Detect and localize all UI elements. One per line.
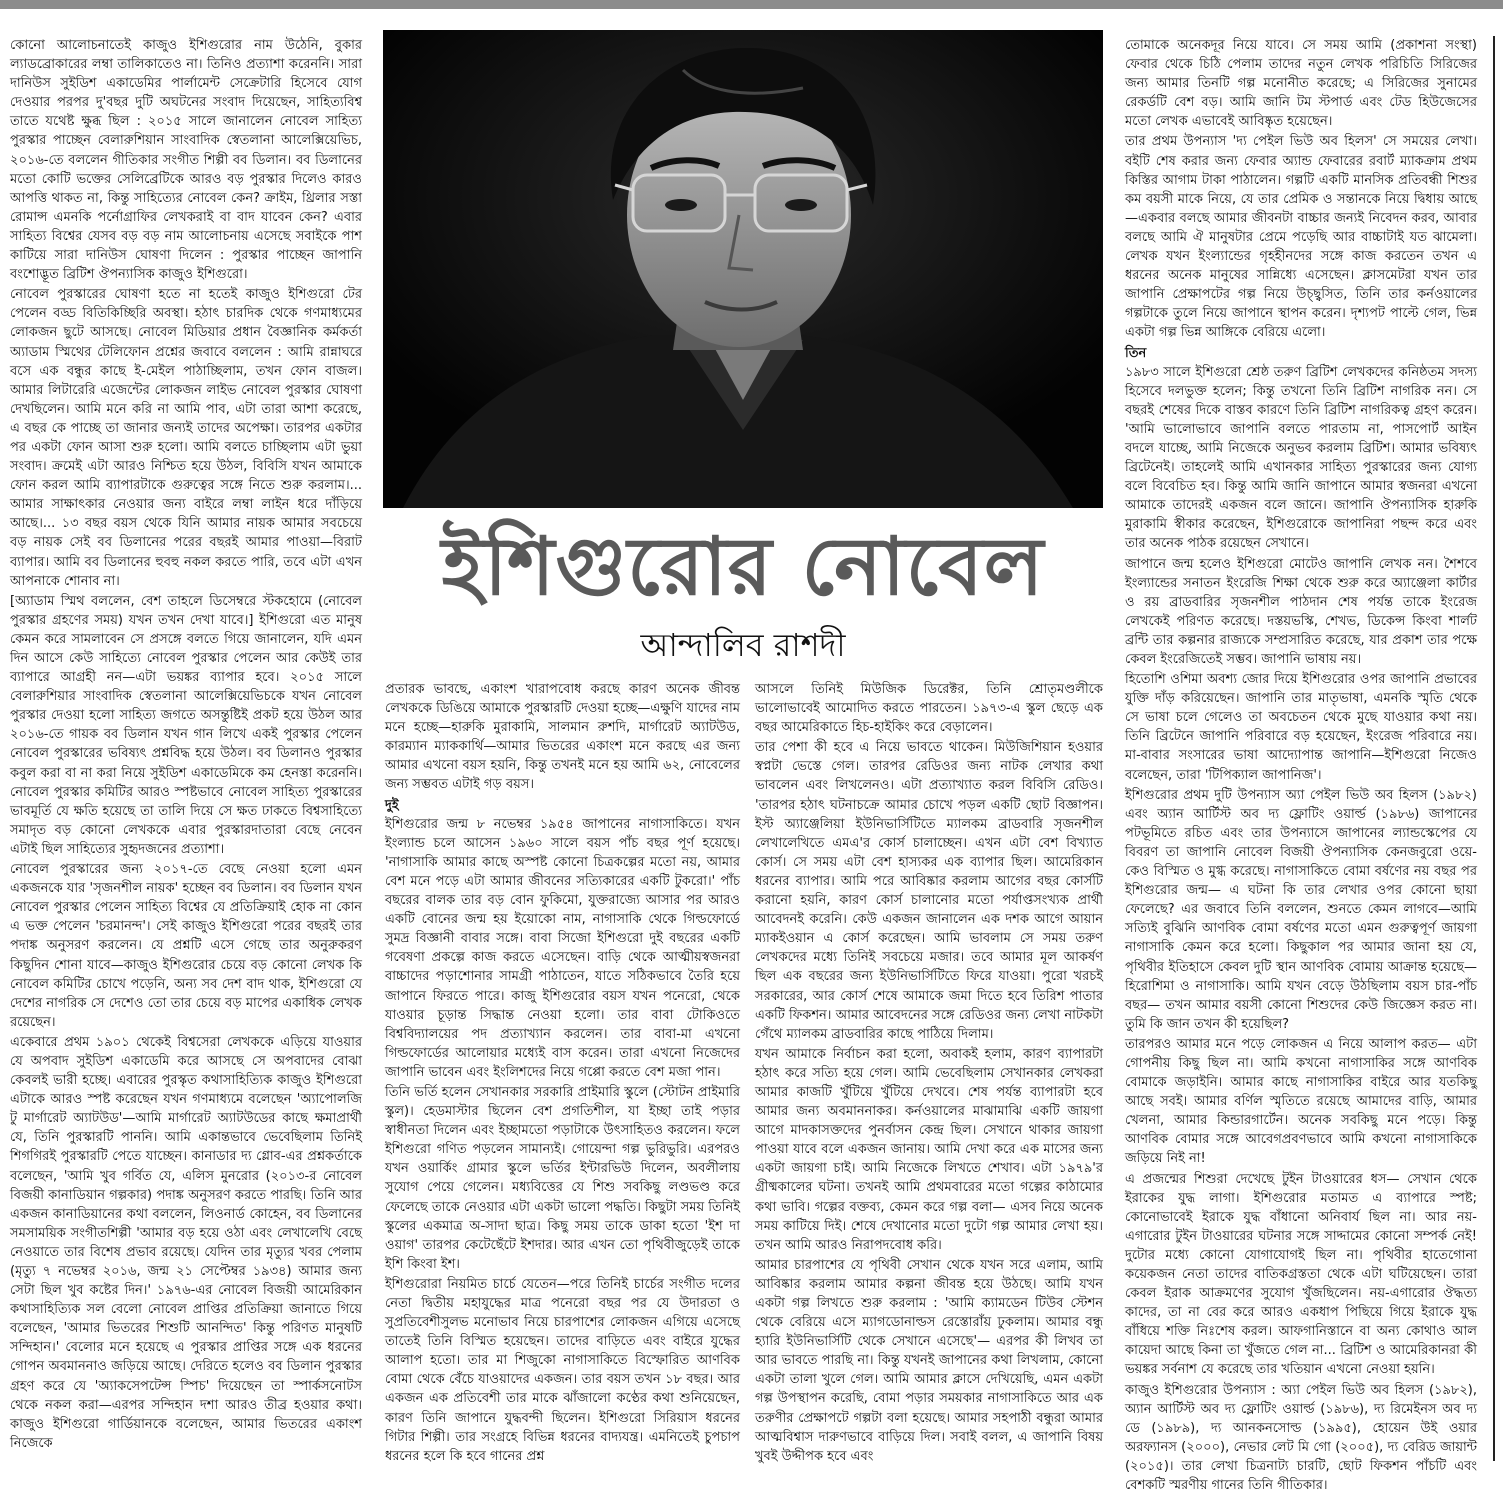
article-paragraph: ইশিগুরোর প্রথম দুটি উপন্যাস অ্যা পেইল ভিউ অব হিলস (১৯৮২) এবং অ্যান আর্টিস্ট অব দ্য ফ্লোটিং ওয়ার্ল্ড (১৯৮৬) জাপানের পটভূমিতে রচিত এবং তার উপন্যাসে জাপানের ল্যান্ডস্কেপের যে বিবরণ তা জাপানি নোবেল বিজয়ী ঔপন্যাসিক কেনজবুরো ওয়ে-কেও বিস্মিত ও মুগ্ধ করেছে। নাগাসাকিতে বোমা বর্ষণের নয় বছর পর ইশিগুরোর জন্ম— এ ঘটনা কি তার লেখার ওপর কোনো ছায়া ফেলেছে? এর জবাবে তিনি বললেন, শুনতে কেমন লাগবে—আমি সত্যিই বুঝিনি আণবিক বোমা বর্ষণের মতো এমন গুরুত্বপূর্ণ জায়গা নাগাসাকি কেমন করে হলো। কিছুকাল পর আমার জানা হয় যে, পৃথিবীর ইতিহাসে কেবল দুটি স্থান আণবিক বোমায় আক্রান্ত হয়েছে—হিরোশিমা ও নাগাসাকি। আমি যখন বেড়ে উঠছিলাম বয়স চার-পাঁচ বছর— তখন আমার বয়সী কোনো শিশুদের কেউ জিজ্ঞেস করত না। তুমি কি জান তখন কী হয়েছিল? <box>1125 787 1477 1032</box>
article-paragraph: নোবেল পুরস্কারের ঘোষণা হতে না হতেই কাজুও ইশিগুরো টের পেলেন বড্ড বিতিকিচ্ছিরি অবস্থা। হঠাৎ চারদিক থেকে গণমাধ্যমের লোকজন ছুটে আসছে। নোবেল মিডিয়ার প্রধান বৈজ্ঞানিক কর্মকর্তা অ্যাডাম স্মিথের টেলিফোন প্রশ্নের জবাবে বললেন : আমি রান্নাঘরে বসে এক বন্ধুর কাছে ই-মেইল পাঠাচ্ছিলাম, তখন ফোন বাজল। আমার লিটারেরি এজেন্টের লোকজন লাইভ নোবেল পুরস্কার ঘোষণা দেখছিলেন। আমি মনে করি না আমি পাব, এটা তারা আশা করেছে, এ বছর কে পাচ্ছে তা জানার জন্যই তাদের অপেক্ষা। তারপর একটার পর একটা ফোন আসা শুরু হলো। আমি বলতে চাচ্ছিলাম এটা ভুয়া সংবাদ। ক্রমেই এটা আরও নিশ্চিত হয়ে উঠল, বিবিসি যখন আমাকে ফোন করল আমি ব্যাপারটাকে গুরুত্বের সঙ্গে নিতে শুরু করলাম।... আমার সাক্ষাৎকার নেওয়ার জন্য বাইরে লম্বা লাইন ধরে দাঁড়িয়ে আছে।... ১৩ বছর বয়স থেকে যিনি আমার নায়ক আমার সবচেয়ে বড় নায়ক সেই বব ডিলানের পরের বছরই আমার পাওয়া—বিরাট ব্যাপার। আমি বব ডিলানের হুবহু নকল করতে পারি, তবে এটা এখন আপনাকে শোনাব না। <box>10 287 362 589</box>
article-paragraph: আসলে তিনিই মিউজিক ডিরেক্টর, তিনি শ্রোতৃমণ্ডলীকে ভালোভাবেই আমোদিত করতে পারতেন। ১৯৭৩-এ স্কুল ছেড়ে এক বছর আমেরিকাতে হিচ-হাইকিং করে বেড়ালেন। <box>755 682 1103 736</box>
article-paragraph: জাপানে জন্ম হলেও ইশিগুরো মোটেও জাপানি লেখক নন। শৈশবে ইংল্যান্ডের সনাতন ইংরেজি শিক্ষা থেকে শুরু করে অ্যাঞ্জেলা কার্টার ও রয় ব্রাডবারির সৃজনশীল পাঠদান শেষ পর্যন্ত তাকে ইংরেজ লেখকেই পরিণত করেছে। দস্তয়ভস্কি, শেখভ, ডিকেন্স কিংবা শার্লট ব্রন্টি তার কল্পনার রাজ্যকে সম্প্রসারিত করেছে, যার প্রকাশ তার পক্ষে কেবল ইংরেজিতেই সম্ভব। জাপানি ভাষায় নয়। <box>1125 556 1477 667</box>
section-heading: দুই <box>385 797 399 813</box>
article-paragraph: হিতোশি ওশিমা অবশ্য জোর দিয়ে ইশিগুরোর ওপর জাপানি প্রভাবের যুক্তি দাঁড় করিয়েছেন। জাপানি তার মাতৃভাষা, এমনকি স্মৃতি থেকে সে ভাষা চলে গেলেও তা অবচেতন থেকে মুছে যাওয়ার কথা নয়। তিনি ব্রিটেনে জাপানি পরিবারে বড় হয়েছেন, ইংরেজ পরিবারে নয়। মা-বাবার সংসারের ভাষা আদ্যোপান্ত জাপানি—ইশিগুরো নিজেও বলেছেন, তারা 'টিপিক্যাল জাপানিজ'। <box>1125 672 1477 783</box>
article-paragraph: তারপরও আমার মনে পড়ে লোকজন এ নিয়ে আলাপ করত— এটা গোপনীয় কিছু ছিল না। আমি কখনো নাগাসাকির সঙ্গে আণবিক বোমাকে জড়াইনি। আমার কাছে নাগাসাকির বাইরে আর যতকিছু আছে সবই। আমার বর্ণিল স্মৃতিতে রয়েছে আমাদের বাড়ি, আমার খেলনা, আমার কিন্ডারগার্টেন। অনেক সবকিছু মনে পড়ে। কিন্তু আণবিক বোমার সঙ্গে আবেগপ্রবণভাবে আমি কখনো নাগাসাকিকে জড়িয়ে নিই না! <box>1125 1036 1477 1167</box>
article-paragraph: ১৯৮৩ সালে ইশিগুরো শ্রেষ্ঠ তরুণ ব্রিটিশ লেখকদের কনিষ্ঠতম সদস্য হিসেবে দলভুক্ত হলেন; কিন্তু তখনো তিনি ব্রিটিশ নাগরিক নন। সে বছরই শেষের দিকে বাস্তব কারণে তিনি ব্রিটিশ নাগরিকত্ব গ্রহণ করেন। 'আমি ভালোভাবে জাপানি বলতে পারতাম না, পাসপোর্ট আইন বদলে যাচ্ছে, আমি নিজেকে অনুভব করলাম ব্রিটিশ। আমার ভবিষ্যৎ ব্রিটেনেই। তাহলেই আমি এখানকার সাহিত্য পুরস্কারের জন্য যোগ্য বলে বিবেচিত হব। কিন্তু আমি জানি জাপানে আমার স্বজনরা এখনো আমাকে তাদেরই একজন বলে জানে। জাপানি ঔপন্যাসিক হারুকি মুরাকামি স্বীকার করেছেন, ইশিগুরোকে জাপানিরা পছন্দ করে এবং তার অনেক পাঠক রয়েছেন সেখানে। <box>1125 364 1477 552</box>
top-rule <box>0 0 1503 9</box>
article-column-3 <box>755 680 1103 1464</box>
article-paragraph: তার প্রথম উপন্যাস 'দ্য পেইল ভিউ অব হিলস' সে সময়ের লেখা। বইটি শেষ করার জন্য ফেবার অ্যান্ড ফেবারের রবার্ট ম্যাকক্রাম প্রথম কিস্তির আগাম টাকা পাঠালেন। গল্পটি একটি মানসিক প্রতিবন্ধী শিশুর কম বয়সী মাকে নিয়ে, যে তার প্রেমিক ও সন্তানকে নিয়ে দ্বিধায় আছে—একবার বলছে আমার জীবনটা বাচ্চার জন্যই নিবেদন করব, আবার বলছে আমি ঐ মানুষটার প্রেমে পড়েছি আর বাচ্চাটাই যত ঝামেলা। লেখক যখন ইংল্যান্ডের গৃহহীনদের সঙ্গে কাজ করতেন তখন এ ধরনের অনেক মানুষের সান্নিধ্যে এসেছেন। ক্লাসমেটরা যখন তার জাপানি প্রেক্ষাপটের গল্প নিয়ে উচ্ছ্বসিত, তিনি তার কর্নওয়ালের গল্পটাকে তুলে নিয়ে জাপানে স্থাপন করেন। দৃশ্যপট পাল্টে গেল, ভিন্ন একটা গল্প ভিন্ন আঙ্গিকে বেরিয়ে এলো। <box>1125 134 1477 341</box>
article-paragraph: নোবেল পুরস্কারের জন্য ২০১৭-তে বেছে নেওয়া হলো এমন একজনকে যার 'সৃজনশীল নায়ক' হচ্ছেন বব ডিলান। বব ডিলান যখন নোবেল পুরস্কার পেলেন সাহিত্য বিশ্বের যে প্রতিক্রিয়াই হোক না কোন এ ভক্ত পেলেন 'চরমানন্দ'। সেই কাজুও ইশিগুরো পরের বছরই তার পদাঙ্ক অনুসরণ করলেন। যে প্রশ্নটি এসে গেছে তার অনুরুকরণ কিছুদিন শোনা যাবে—কাজুও ইশিগুরোর চেয়ে বড় কোনো লেখক কি নোবেল কমিটির চোখে পড়েনি, অন্য সব দেশ বাদ থাক, ইশিগুরো যে দেশের নাগরিক সে দেশেও তো তার চেয়ে বড় মাপের একাধিক লেখক রয়েছেন। <box>10 862 362 1030</box>
article-column-4 <box>1125 36 1477 1494</box>
article-paragraph: কাজুও ইশিগুরোর উপন্যাস : অ্যা পেইল ভিউ অব হিলস (১৯৮২), অ্যান আর্টিস্ট অব দ্য ফ্লোটিং ওয়ার্ল্ড (১৯৮৬), দ্য রিমেইনস অব দ্য ডে (১৯৮৯), দ্য আনকনসোল্ড (১৯৯৫), হোয়েন উই ওয়ার অরফ্যানস (২০০০), নেভার লেট মি গো (২০০৫), দ্য বেরিড জায়ান্ট (২০১৫)। তার লেখা চিত্রনাট্য চারটি, ছোট ফিকশন পাঁচটি এবং বেশকটি স্মরণীয় গানের তিনি গীতিকার। <box>1125 1382 1477 1494</box>
article-paragraph: কোনো আলোচনাতেই কাজুও ইশিগুরোর নাম উঠেনি, বুকার ল্যাডব্রোকারের লম্বা তালিকাতেও না। তিনিও প্রত্যাশা করেননি। সারা দানিউস সুইডিশ একাডেমির পার্লামেন্ট সেক্রেটারি হিসেবে যোগ দেওয়ার পরপর দু'বছর দুটি অঘটনের সংবাদ দিয়েছেন, সাহিত্যবিশ্ব তাতে যথেষ্ট ক্ষুব্ধ ছিল : ২০১৫ সালে জানালেন নোবেল সাহিত্য পুরস্কার পাচ্ছেন বেলারুশিয়ান সাংবাদিক স্বেতলানা আলেক্সিয়েভিচ, ২০১৬-তে বললেন গীতিকার সংগীত শিল্পী বব ডিলান। বব ডিলানের মতো কোটি ভক্তের সেলিব্রেটিকে আরও বড় পুরস্কার দিলেও কারও আপত্তি থাকত না, কিন্তু সাহিত্যের নোবেল কেন? ক্রাইম, থ্রিলার সস্তা রোমান্স এমনকি পর্নোগ্রাফির লেখকরাই বা বাদ যাবেন কেন? এবার সাহিত্য বিশ্বের যেসব বড় বড় নাম আলোচনায় এসেছে সবাইকে পাশ কাটিয়ে সারা দানিউস ঘোষণা দিলেন : পুরস্কার পাচ্ছেন জাপানি বংশোদ্ভূত ব্রিটিশ ঔপন্যাসিক কাজুও ইশিগুরো। <box>10 38 362 283</box>
author-portrait <box>383 30 1103 508</box>
portrait-illustration <box>383 30 1103 508</box>
article-paragraph: যখন আমাকে নির্বাচন করা হলো, অবাকই হলাম, কারণ ব্যাপারটা হঠাৎ করে সত্যি হয়ে গেল। আমি ভেবেছিলাম সেখানকার লেখকরা আমার কাজটি খুঁটিয়ে খুঁটিয়ে দেখবে। শেষ পর্যন্ত ব্যাপারটা হবে আমার জন্য অবমাননাকর। কর্নওয়ালের মাঝামাঝি একটি জায়গা আগে মাদকাসক্তদের পুনর্বাসন কেন্দ্র ছিল। সেখানে থাকার জায়গা পাওয়া যাবে বলে একজন জানায়। আমি দেখা করে এক মাসের জন্য একটা জায়গা চাই। আমি নিজেকে লিখতে শেখাব। এটা ১৯৭৯'র গ্রীষ্মকালের ঘটনা। তখনই আমি প্রথমবারের মতো গল্পের কাঠামোর কথা ভাবি। গল্পের বক্তব্য, কেমন করে গল্প বলা— এসব নিয়ে অনেক সময় কাটিয়ে দিই। শেষে দেখানোর মতো দুটো গল্প আমার লেখা হয়। তখন আমি আরও নিরাপদবোধ করি। <box>755 1046 1103 1253</box>
article-paragraph: [অ্যাডাম স্মিথ বললেন, বেশ তাহলে ডিসেম্বরে স্টকহোমে (নোবেল পুরস্কার গ্রহণের সময়) যখন তখন দেখা যাবে।] ইশিগুরো এত মানুষ কেমন করে সামলাবেন সে প্রসঙ্গে বলতে গিয়ে জানালেন, যদি এমন দিন আসে কেউ সাহিত্যে নোবেল পুরস্কার পেলেন আর কেউই তার ব্যাপারে আগ্রহী নন—এটা ভয়ঙ্কর ব্যাপার হবে। ২০১৫ সালে বেলারুশিয়ার সাংবাদিক স্বেতলানা আলেক্সিয়েভিচকে যখন নোবেল পুরস্কার দেওয়া হলো সাহিত্য জগতে অসন্তুষ্টিই প্রকট হয়ে উঠল আর ২০১৬-তে গায়ক বব ডিলান যখন গান লিখে একই পুরস্কার পেলেন নোবেল পুরস্কারের ভবিষ্যৎ প্রশ্নবিদ্ধ হয়ে উঠল। বব ডিলানও পুরস্কার কবুল করা বা না করা নিয়ে সুইডিশ একাডেমিকে কম হেনস্তা করেননি। নোবেল পুরস্কার কমিটির আরও স্পষ্টভাবে নোবেল সাহিত্য পুরস্কারের ভাবমূর্তি যে ক্ষতি হয়েছে তা তালি দিয়ে সে ক্ষত ঢাকতে বিশ্বসাহিত্যে সমাদৃত বড় কোনো লেখককে এবার পুরস্কারদাতারা বেছে নেবেন এটাই ছিল সাহিত্যের সুহৃদজনের প্রত্যাশা। <box>10 593 362 857</box>
article-paragraph: ইশিগুরোর জন্ম ৮ নভেম্বর ১৯৫৪ জাপানের নাগাসাকিতে। যখন ইংল্যান্ড চলে আসেন ১৯৬০ সালে বয়স পাঁচ বছর পূর্ণ হয়েছে। 'নাগাসাকি আমার কাছে অস্পষ্ট কোনো চিত্রকল্পের মতো নয়, আমার বেশ মনে পড়ে এটা আমার জীবনের সত্যিকারের একটি টুকরো।' পাঁচ বছরের বালক তার বড় বোন ফুকিমো, যুক্তরাজ্যে আসার পর আরও একটি বোনের জন্ম হয় ইয়োকো নাম, নাগাসাকি থেকে গিল্ডফোর্ডে সুমদ্র বিজ্ঞানী বাবার সঙ্গে। বাবা সিজো ইশিগুরো দুই বছরের একটি গবেষণা প্রকল্পে কাজ করতে এসেছেন। বাড়ি থেকে আত্মীয়স্বজনরা বাচ্চাদের পড়াশোনার সামগ্রী পাঠাতেন, যাতে সঠিকভাবে তৈরি হয়ে জাপানে ফিরতে পারে। কাজু ইশিগুরোর বয়স যখন পনেরো, থেকে যাওয়ার চূড়ান্ত সিদ্ধান্ত নেওয়া হলো। তার বাবা টোকিওতে বিশ্ববিদ্যালয়ের পদ প্রত্যাখ্যান করলেন। তার বাবা-মা এখনো গিল্ডফোর্ডের আলোয়ার মধ্যেই বাস করেন। তারা এখনো নিজেদের জাপানি ভাবেন এবং ইংলিশদের নিয়ে গপ্পো করতে বেশ মজা পান। <box>385 816 740 1080</box>
article-paragraph: তার পেশা কী হবে এ নিয়ে ভাবতে থাকেন। মিউজিশিয়ান হওয়ার স্বপ্নটা ভেস্তে গেল। তারপর রেডিওর জন্য নাটক লেখার কথা ভাবলেন এবং লিখলেনও। এটা প্রত্যাখ্যাত করল বিবিসি রেডিও। 'তারপর হঠাৎ ঘটনাচক্রে আমার চোখে পড়ল একটি ছোট বিজ্ঞাপন। ইস্ট অ্যাঞ্জেলিয়া ইউনিভার্সিটিতে ম্যালকম ব্রাডবারি সৃজনশীল লেখালেখিতে এমএ'র কোর্স চালাচ্ছেন। এখন এটা বেশ বিখ্যাত কোর্স। সে সময় এটা বেশ হাস্যকর এক ব্যাপার ছিল। আমেরিকান ধরনের ব্যাপার। আমি পরে আবিষ্কার করলাম আগের বছর কোর্সটি করানো হয়নি, কারণ কোর্স চালানোর মতো পর্যাপ্তসংখ্যক প্রার্থী আবেদনই করেনি। কেউ একজন জানালেন এক দশক আগে আয়ান ম্যাকইওয়ান এ কোর্স করেছেন। আমি ভাবলাম সে সময় তরুণ লেখকদের মধ্যে তিনিই সবচেয়ে মজার। তবে আমার মূল আকর্ষণ ছিল এক বছরের জন্য ইউনিভার্সিটিতে ফিরে যাওয়া। পুরো খরচই সরকারের, আর কোর্স শেষে আমাকে জমা দিতে হবে তিরিশ পাতার একটি ফিকশন। আমার আবেদনের সঙ্গে রেডিওর জন্য লেখা নাটকটা গেঁথে ম্যালকম ব্রাডবারির কাছে পাঠিয়ে দিলাম। <box>755 740 1103 1042</box>
section-heading: তিন <box>1125 345 1147 361</box>
article-paragraph: আমার চারপাশের যে পৃথিবী সেখান থেকে যখন সরে এলাম, আমি আবিষ্কার করলাম আমার কল্পনা জীবন্ত হয়ে উঠছে। আমি যখন একটা গল্প লিখতে শুরু করলাম : 'আমি ক্যামডেন টিউব স্টেশন থেকে বেরিয়ে এসে ম্যাগডোনাল্ডস রেস্তোরাঁয় ঢুকলাম। আমার বন্ধু হ্যারি ইউনিভার্সিটি থেকে সেখানে এসেছে'— এরপর কী লিখব তা আর ভাবতে পারছি না। কিন্তু যখনই জাপানের কথা লিখলাম, কোনো একটা তালা খুলে গেল। আমি আমার ক্লাসে দেখিয়েছি, এমন একটা গল্প উপস্থাপন করেছি, বোমা পড়ার সময়কার নাগাসাকিতে আর এক তরুণীর প্রেক্ষাপটে গল্পটা বলা হয়েছে। আমার সহপাঠী বন্ধুরা আমার আত্মবিশ্বাস দারুণভাবে বাড়িয়ে দিল। সবাই বলল, এ জাপানি বিষয় খুবই উদ্দীপক হবে এবং <box>755 1257 1103 1464</box>
article-paragraph: একেবারে প্রথম ১৯০১ থেকেই বিশ্বসেরা লেখককে এড়িয়ে যাওয়ার যে অপবাদ সুইডিশ একাডেমি করে আসছে সে অপবাদের বোঝা কেবলই ভারী হচ্ছে। এবারের পুরস্কৃত কথাসাহিত্যিক কাজুও ইশিগুরো এটাকে আরও স্পষ্ট করেছেন যখন গণমাধ্যমে বলেছেন 'অ্যাপোলজি টু মার্গারেট অ্যাটউড'—আমি মার্গারেট অ্যাটউডের কাছে ক্ষমাপ্রার্থী যে, তিনি পুরস্কারটি পাননি। আমি একান্তভাবে ভেবেছিলাম তিনিই শিগগিরই পুরস্কারটি পেতে যাচ্ছেন। কানাডার দ্য গ্লোব-এর প্রশ্নকর্তাকে বলেছেন, 'আমি খুব গর্বিত যে, এলিস মুনরোর (২০১৩-র নোবেল বিজয়ী কানাডিয়ান গল্পকার) পদাঙ্ক অনুসরণ করতে পারছি। তিনি আর একজন কানাডিয়ানের কথা বললেন, লিওনার্ড কোহেন, বব ডিলানের সমসাময়িক সংগীতশিল্পী 'আমার বড় হয়ে ওঠা এবং লেখালেখি বেছে নেওয়াতে তার বিশেষ প্রভাব রয়েছে। যেদিন তার মৃত্যুর খবর পেলাম (মৃত্যু ৭ নভেম্বর ২০১৬, জন্ম ২১ সেপ্টেম্বর ১৯৩৪) আমার জন্য সেটা ছিল খুব কষ্টের দিন।' ১৯৭৬-এর নোবেল বিজয়ী আমেরিকান কথাসাহিত্যিক সল বেলো নোবেল প্রাপ্তির প্রতিক্রিয়া জানাতে গিয়ে বলেছেন, 'আমার ভিতরের শিশুটি আনন্দিত' কিন্তু পরিণত মানুষটি সন্দিহান।' বেলোর মনে হয়েছে এ পুরস্কার প্রাপ্তির সঙ্গে এক ধরনের গোপন অবমাননাও জড়িয়ে আছে। দেরিতে হলেও বব ডিলান পুরস্কার গ্রহণ করে যে 'অ্যাকসেপটেন্স স্পিচ' দিয়েছেন তা স্পার্কসনোটস থেকে নকল করা—এরপর সন্দিহান দশা আরও তীব্র হওয়ার কথা। কাজুও ইশিগুরো গার্ডিয়ানকে বলেছেন, আমার ভিতরের একাংশ নিজেকে <box>10 1034 362 1451</box>
right-margin-rule <box>1493 36 1495 1461</box>
article-column-1 <box>10 36 362 1461</box>
article-paragraph: প্রতারক ভাবছে, একাংশ খারাপবোধ করছে কারণ অনেক জীবন্ত লেখককে ডিঙিয়ে আমাকে পুরস্কারটি দেওয়া হচ্ছে—এক্ষুণি যাদের নাম মনে হচ্ছে—হারুকি মুরাকামি, সালমান রুশদি, মার্গারেট অ্যাটউড, কারম্যান ম্যাককার্থি—আমার ভিতরের একাংশ মনে করছে এর জন্য আমার এখনো বয়স হয়নি, কিন্তু তখনই মনে হয় আমি ৬২, নোবেলের জন্য সম্ভবত এটাই গড় বয়স। <box>385 682 740 793</box>
article-byline: আন্দালিব রাশদী <box>640 626 846 664</box>
article-column-2 <box>385 680 740 1464</box>
article-paragraph: তিনি ভর্তি হলেন সেখানকার সরকারি প্রাইমারি স্কুলে (স্টোটন প্রাইমারি স্কুল)। হেডমাস্টার ছিলেন বেশ প্রগতিশীল, যা ইচ্ছা তাই পড়ার স্বাধীনতা দিলেন এবং ইচ্ছামতো পড়াটাকে উৎসাহিতও করলেন। ফলে ইশিগুরো গণিত পড়লেন সামান্যই। গোয়েন্দা গল্প ভুরিভুরি। এরপরও যখন ওয়ার্কিং গ্রামার স্কুলে ভর্তির ইন্টারভিউ দিলেন, অবলীলায় সুযোগ পেয়ে গেলেন। মধ্যবিত্তের যে শিশু সবকিছু লণ্ডভণ্ড করে ফেলেছে তাকে নেওয়ার এটা একটা ভালো পদ্ধতি। কিছুটা সময় তিনিই স্কুলের একমাত্র অ-সাদা ছাত্র। কিছু সময় তাকে ডাকা হতো 'ইশ দা ওয়াগ' তারপর কেটেছেঁটে ইশদার। আর এখন তো পৃথিবীজুড়েই তাকে ইশি কিংবা ইশ। <box>385 1084 740 1272</box>
article-paragraph: তোমাকে অনেকদূর নিয়ে যাবে। সে সময় আমি (প্রকাশনা সংস্থা) ফেবার থেকে চিঠি পেলাম তাদের নতুন লেখক পরিচিতি সিরিজের জন্য আমার তিনটি গল্প মনোনীত করেছে; এ সিরিজের সুনামের রেকর্ডটি বেশ বড়। আমি জানি টম স্টপার্ড এবং টেড হিউজেসের মতো লেখক এভাবেই আবিষ্কৃত হয়েছেন। <box>1125 38 1477 130</box>
article-paragraph: ইশিগুরোরা নিয়মিত চার্চে যেতেন—পরে তিনিই চার্চের সংগীত দলের নেতা দ্বিতীয় মহাযুদ্ধের মাত্র পনেরো বছর পর যে উদারতা ও সুপ্রতিবেশীসুলভ মনোভাব নিয়ে চারপাশের লোকজন এগিয়ে এসেছে তাতেই তিনি বিস্মিত হয়েছেন। তাদের বাড়িতে এবং বাইরে যুদ্ধের আলাপ হতো। তার মা শিজুকো নাগাসাকিতে বিস্ফোরিত আণবিক বোমা থেকে বেঁচে যাওয়াদের একজন। তার বয়স তখন ১৮ বছর। আর একজন এক প্রতিবেশী তার মাকে ঝাঁজালো কণ্ঠের কথা শুনিয়েছেন, কারণ তিনি জাপানে যুদ্ধবন্দী ছিলেন। ইশিগুরো সিরিয়াস ধরনের গিটার শিল্পী। তার সংগ্রহে বিভিন্ন ধরনের বাদ্যযন্ত্র। এমনিতেই চুপচাপ ধরনের হলে কি হবে গানের প্রশ্ন <box>385 1276 740 1464</box>
article-headline: ইশিগুরোর নোবেল <box>441 520 1045 613</box>
article-paragraph: এ প্রজন্মের শিশুরা দেখেছে টুইন টাওয়ারের ধস— সেখান থেকে ইরাকের যুদ্ধ লাগা। ইশিগুরোর মতামত এ ব্যাপারে স্পষ্ট; কোনোভাবেই ইরাকে যুদ্ধ বাঁধানো অনিবার্য ছিল না। আর নয়-এগারোর টুইন টাওয়ারের ঘটনার সঙ্গে সাদ্দামের কোনো সম্পর্ক নেই! দুটোর মধ্যে কোনো যোগাযোগই ছিল না। পৃথিবীর হাতেগোনা কয়েকজন নেতা তাদের বাতিকগ্রস্ততা থেকে এটা ঘটিয়েছেন। তারা কেবল ইরাক আক্রমণের সুযোগ খুঁজছিলেন। নয়-এগারোর ঔদ্ধত্য কাদের, তা না বের করে আরও একধাপ পিছিয়ে গিয়ে ইরাকে যুদ্ধ বাঁধিয়ে শক্তি নিঃশেষ করল। আফগানিস্তানে বা অন্য কোথাও আল কায়েদা আছে কিনা তা খুঁজতে গেল না... ব্রিটিশ ও আমেরিকানরা কী ভয়ঙ্কর সর্বনাশ যে করেছে তার খতিয়ান এখনো নেওয়া হয়নি। <box>1125 1171 1477 1378</box>
